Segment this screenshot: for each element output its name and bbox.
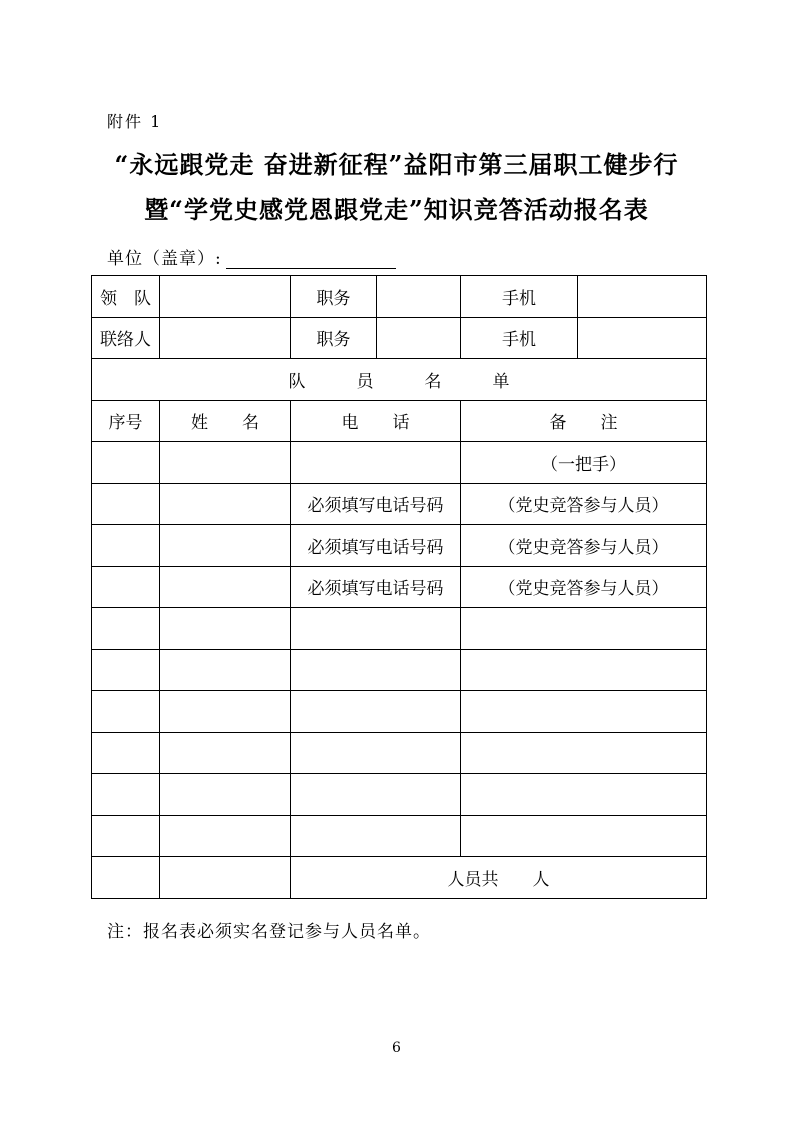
table-row	[92, 732, 707, 774]
member-phone-cell[interactable]: 必须填写电话号码	[291, 483, 461, 525]
member-name-cell[interactable]	[160, 691, 291, 733]
table-row	[92, 483, 707, 525]
member-name-cell[interactable]	[160, 815, 291, 857]
member-name-cell[interactable]	[160, 525, 291, 567]
unit-label: 单位（盖章）:	[107, 249, 222, 269]
member-phone-cell[interactable]	[291, 815, 461, 857]
leader-phone-label: 手机	[461, 276, 578, 318]
member-name-cell[interactable]	[160, 442, 291, 484]
member-remark-cell[interactable]: （党史竞答参与人员）	[461, 483, 707, 525]
member-no-cell[interactable]	[92, 442, 160, 484]
leader-name-cell[interactable]	[160, 276, 291, 318]
page-number: 6	[392, 1040, 401, 1056]
table-row	[92, 525, 707, 567]
table-row	[92, 815, 707, 857]
member-phone-cell[interactable]	[291, 442, 461, 484]
member-no-cell[interactable]	[92, 691, 160, 733]
member-no-cell[interactable]	[92, 566, 160, 608]
form-title-line-1: “永远跟党走 奋进新征程”益阳市第三届职工健步行	[114, 150, 679, 179]
member-no-cell[interactable]	[92, 815, 160, 857]
member-remark-cell[interactable]	[461, 774, 707, 816]
leader-label: 领 队	[92, 276, 160, 318]
contact-row	[92, 317, 707, 359]
total-count[interactable]: 人员共 人	[291, 857, 707, 899]
roster-header-row	[92, 359, 707, 401]
member-no-cell[interactable]	[92, 525, 160, 567]
member-no-cell[interactable]	[92, 608, 160, 650]
member-no-cell[interactable]	[92, 649, 160, 691]
table-row	[92, 442, 707, 484]
member-phone-cell[interactable]: 必须填写电话号码	[291, 566, 461, 608]
contact-position-cell[interactable]	[377, 317, 461, 359]
member-name-cell[interactable]	[160, 774, 291, 816]
table-row	[92, 649, 707, 691]
unit-stamp-row	[107, 244, 396, 269]
member-remark-cell[interactable]: （一把手）	[461, 442, 707, 484]
member-phone-cell[interactable]	[291, 649, 461, 691]
footnote: 注：报名表必须实名登记参与人员名单。	[107, 922, 431, 942]
contact-phone-label: 手机	[461, 317, 578, 359]
column-header-no: 序号	[92, 400, 160, 442]
member-name-cell[interactable]	[160, 566, 291, 608]
contact-name-cell[interactable]	[160, 317, 291, 359]
member-remark-cell[interactable]	[461, 815, 707, 857]
table-row	[92, 608, 707, 650]
contact-position-label: 职务	[291, 317, 377, 359]
member-remark-cell[interactable]	[461, 649, 707, 691]
member-remark-cell[interactable]: （党史竞答参与人员）	[461, 566, 707, 608]
member-phone-cell[interactable]	[291, 732, 461, 774]
registration-table	[91, 275, 707, 899]
total-name-cell	[160, 857, 291, 899]
column-header-name: 姓 名	[160, 400, 291, 442]
leader-position-cell[interactable]	[377, 276, 461, 318]
member-phone-cell[interactable]	[291, 774, 461, 816]
contact-label: 联络人	[92, 317, 160, 359]
total-row	[92, 857, 707, 899]
roster-header: 队 员 名 单	[92, 359, 707, 401]
member-phone-cell[interactable]	[291, 691, 461, 733]
contact-phone-cell[interactable]	[578, 317, 707, 359]
member-no-cell[interactable]	[92, 732, 160, 774]
member-no-cell[interactable]	[92, 483, 160, 525]
table-row	[92, 566, 707, 608]
member-no-cell[interactable]	[92, 774, 160, 816]
member-phone-cell[interactable]	[291, 608, 461, 650]
leader-row	[92, 276, 707, 318]
member-remark-cell[interactable]: （党史竞答参与人员）	[461, 525, 707, 567]
member-name-cell[interactable]	[160, 608, 291, 650]
column-header-row	[92, 400, 707, 442]
total-no-cell	[92, 857, 160, 899]
member-remark-cell[interactable]	[461, 608, 707, 650]
member-name-cell[interactable]	[160, 732, 291, 774]
column-header-remark: 备 注	[461, 400, 707, 442]
member-name-cell[interactable]	[160, 649, 291, 691]
leader-phone-cell[interactable]	[578, 276, 707, 318]
table-row	[92, 691, 707, 733]
table-row	[92, 774, 707, 816]
attachment-label: 附件 1	[107, 112, 163, 131]
leader-position-label: 职务	[291, 276, 377, 318]
member-name-cell[interactable]	[160, 483, 291, 525]
column-header-phone: 电 话	[291, 400, 461, 442]
member-phone-cell[interactable]: 必须填写电话号码	[291, 525, 461, 567]
form-title-line-2: 暨“学党史感党恩跟党走”知识竞答活动报名表	[144, 195, 649, 224]
member-remark-cell[interactable]	[461, 691, 707, 733]
member-remark-cell[interactable]	[461, 732, 707, 774]
unit-input-line[interactable]	[226, 248, 396, 269]
member-rows	[92, 442, 707, 857]
